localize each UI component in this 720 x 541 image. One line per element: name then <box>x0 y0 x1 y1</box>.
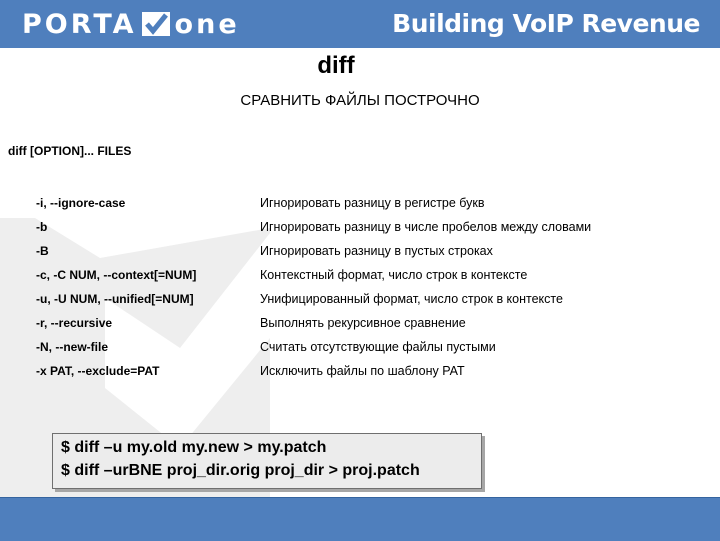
option-description: Контекстный формат, число строк в контексте <box>260 268 528 282</box>
option-flag: -r, --recursive <box>36 316 113 330</box>
option-flag: -x PAT, --exclude=PAT <box>36 364 160 378</box>
options-list <box>36 191 686 383</box>
option-flag: -b <box>36 220 48 234</box>
option-flag: -i, --ignore-case <box>36 196 126 210</box>
option-row <box>36 191 686 215</box>
option-flag: -c, -C NUM, --context[=NUM] <box>36 268 197 282</box>
command-example-box <box>52 433 482 489</box>
logo-text-left: PORTA <box>22 8 137 40</box>
option-row <box>36 263 686 287</box>
option-description: Считать отсутствующие файлы пустыми <box>260 340 496 354</box>
command-syntax: diff [OPTION]... FILES <box>8 144 132 158</box>
command-example-line: $ diff –urBNE proj_dir.orig proj_dir > proj.patch <box>61 462 420 479</box>
option-row <box>36 311 686 335</box>
option-flag: -u, -U NUM, --unified[=NUM] <box>36 292 194 306</box>
command-example-line: $ diff –u my.old my.new > my.patch <box>61 439 327 456</box>
option-row <box>36 287 686 311</box>
option-flag: -B <box>36 244 49 258</box>
option-description: Игнорировать разницу в пустых строках <box>260 244 493 258</box>
tagline: Building VoIP Revenue <box>392 9 700 38</box>
option-description: Выполнять рекурсивное сравнение <box>260 316 466 330</box>
option-description: Игнорировать разницу в регистре букв <box>260 196 485 210</box>
header-bar <box>0 0 720 48</box>
option-row <box>36 335 686 359</box>
footer-bar <box>0 497 720 541</box>
option-row <box>36 239 686 263</box>
logo-check-icon <box>141 11 171 37</box>
option-row <box>36 215 686 239</box>
slide-title: diff <box>317 52 355 79</box>
option-description: Исключить файлы по шаблону PAT <box>260 364 465 378</box>
option-flag: -N, --new-file <box>36 340 108 354</box>
option-row <box>36 359 686 383</box>
option-description: Игнорировать разницу в числе пробелов между словами <box>260 220 592 234</box>
logo-text-right: one <box>174 8 240 40</box>
option-description: Унифицированный формат, число строк в контексте <box>260 292 563 306</box>
slide-subtitle: СРАВНИТЬ ФАЙЛЫ ПОСТРОЧНО <box>240 92 480 109</box>
portaone-logo <box>22 8 240 40</box>
